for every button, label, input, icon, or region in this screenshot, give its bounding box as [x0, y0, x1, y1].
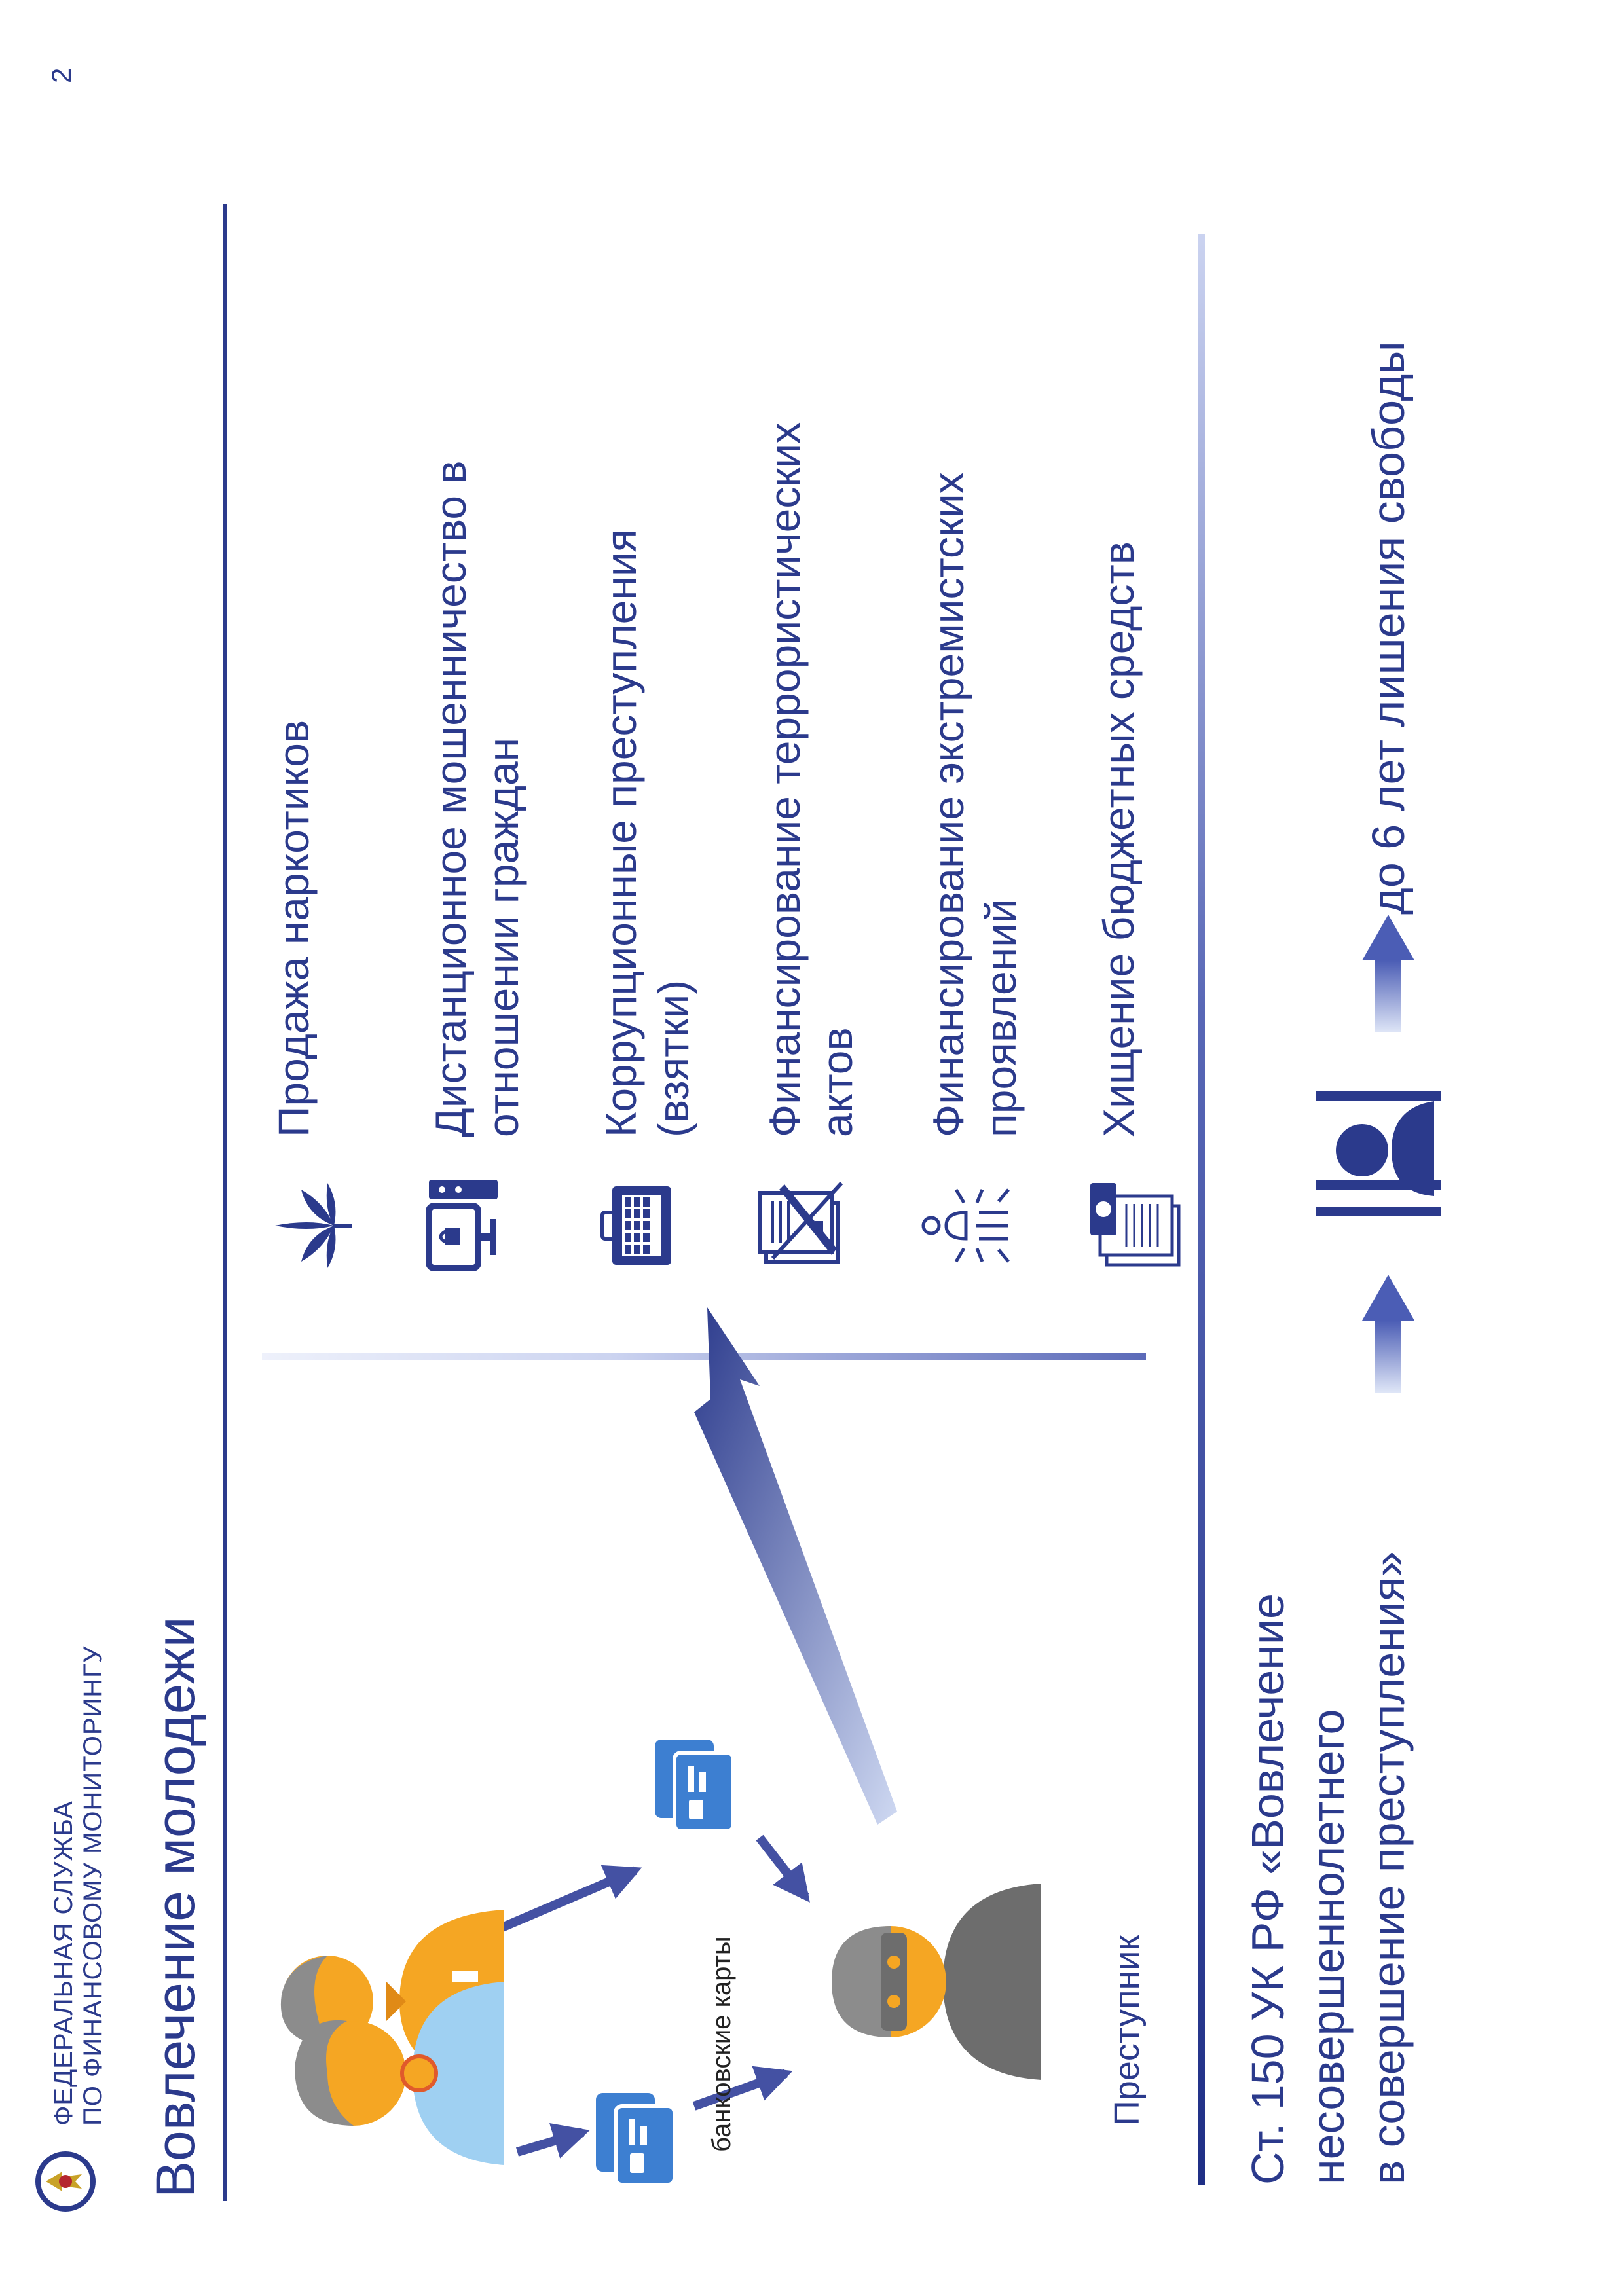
prison-icon	[1303, 1078, 1454, 1229]
crime-line1: Коррупционные преступления	[597, 528, 645, 1137]
arrow-card-right-to-criminal	[760, 1838, 805, 1897]
law-line3: в совершение преступления»	[1363, 1551, 1414, 2185]
person-influence-icon	[917, 1176, 1015, 1275]
teenagers-icon	[255, 1903, 504, 2178]
crime-text	[267, 103, 320, 1137]
crime-text	[424, 103, 529, 1137]
org-name-line2: ПО ФИНАНСОВОМУ МОНИТОРИНГУ	[79, 1645, 107, 2126]
crime-text	[758, 103, 863, 1137]
crime-line2: (взятки)	[649, 979, 697, 1137]
org-name-line1: ФЕДЕРАЛЬНАЯ СЛУЖБА	[49, 1800, 78, 2126]
briefcase-money-icon	[589, 1176, 688, 1275]
cards-label: банковские карты	[707, 1936, 736, 2152]
crime-text	[922, 103, 1027, 1137]
law-line1: Ст. 150 УК РФ «Вовлечение	[1242, 1594, 1293, 2185]
crime-line1: Хищение бюджетных средств	[1094, 541, 1143, 1137]
penalty-text: до 6 лет лишения свободы	[1363, 341, 1414, 915]
arrow-people-to-card-left	[517, 2132, 583, 2152]
bank-card-icon	[648, 1733, 740, 1838]
crime-text	[1092, 103, 1145, 1137]
crime-line1: Дистанционное мошенничество в	[426, 460, 475, 1137]
crime-line1: Продажа наркотиков	[269, 720, 318, 1137]
crime-line2: проявлений	[976, 899, 1025, 1137]
law-reference	[1238, 1104, 1418, 2185]
money-documents-icon	[1087, 1176, 1185, 1275]
crime-line1: Финансирование экстремистских	[924, 472, 972, 1137]
crime-line2: актов	[813, 1027, 861, 1137]
bank-card-icon	[589, 2086, 681, 2191]
criminal-label: Преступник	[1107, 1935, 1147, 2126]
computer-lock-icon	[419, 1176, 517, 1275]
law-line2: несовершеннолетнего	[1302, 1709, 1354, 2185]
documents-weapon-icon	[753, 1176, 851, 1275]
crime-text	[595, 103, 699, 1137]
criminal-icon	[805, 1870, 1041, 2093]
crime-line2: отношении граждан	[479, 737, 527, 1137]
page-number: 2	[46, 67, 77, 83]
crime-line1: Финансирование террористических	[760, 422, 809, 1137]
page-title: Вовлечение молодежи	[145, 1616, 206, 2198]
cannabis-leaf-icon	[262, 1176, 360, 1275]
arrow-people-to-card-right	[498, 1870, 635, 1929]
arrow-prison-to-penalty	[1362, 915, 1414, 1032]
